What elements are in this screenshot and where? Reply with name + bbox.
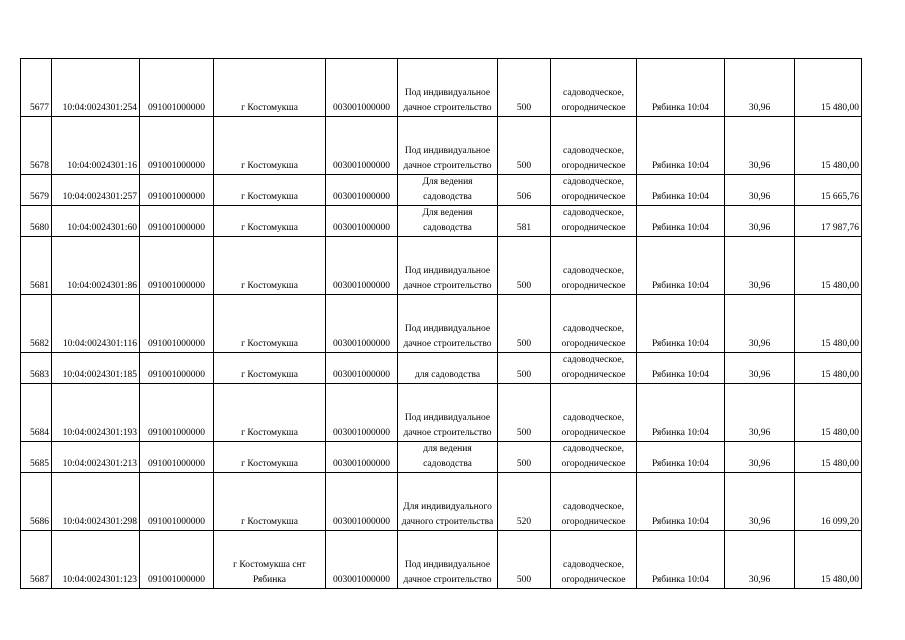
row-number-cell: 5687 [21, 531, 52, 589]
cadastral-number-cell: 10:04:0024301:185 [52, 353, 140, 384]
row-number-cell: 5678 [21, 117, 52, 175]
permitted-use-cell: Под индивидуальное дачное строительство [398, 295, 498, 353]
table-row [21, 175, 862, 206]
cadastral-value-cell: 15 480,00 [795, 117, 862, 175]
category-code-cell: 003001000000 [326, 206, 398, 237]
area-cell: 500 [498, 353, 551, 384]
permitted-use-cell: Для ведения садоводства [398, 175, 498, 206]
category-code-cell: 003001000000 [326, 59, 398, 117]
cadastral-number-cell: 10:04:0024301:116 [52, 295, 140, 353]
zone-cell: Рябинка 10:04 [637, 117, 725, 175]
table-row [21, 384, 862, 442]
cadastral-value-cell: 15 665,76 [795, 175, 862, 206]
specific-value-cell: 30,96 [725, 206, 795, 237]
land-category-cell: садоводческое, огородническое [551, 237, 637, 295]
category-code-cell: 003001000000 [326, 531, 398, 589]
cadastral-value-cell: 17 987,76 [795, 206, 862, 237]
table-row [21, 295, 862, 353]
zone-cell: Рябинка 10:04 [637, 442, 725, 473]
location-cell: г Костомукша [214, 353, 326, 384]
cadastral-value-cell: 15 480,00 [795, 531, 862, 589]
zone-cell: Рябинка 10:04 [637, 384, 725, 442]
zone-cell: Рябинка 10:04 [637, 237, 725, 295]
specific-value-cell: 30,96 [725, 442, 795, 473]
category-code-cell: 003001000000 [326, 295, 398, 353]
location-cell: г Костомукша [214, 384, 326, 442]
permitted-use-cell: Под индивидуальное дачное строительство [398, 117, 498, 175]
oktmo-code-cell: 091001000000 [140, 59, 214, 117]
permitted-use-cell: Под индивидуальное дачное строительство [398, 237, 498, 295]
land-category-cell: садоводческое, огородническое [551, 442, 637, 473]
area-cell: 500 [498, 117, 551, 175]
location-cell: г Костомукша [214, 295, 326, 353]
zone-cell: Рябинка 10:04 [637, 473, 725, 531]
table-row [21, 531, 862, 589]
zone-cell: Рябинка 10:04 [637, 353, 725, 384]
cadastral-number-cell: 10:04:0024301:257 [52, 175, 140, 206]
cadastral-number-cell: 10:04:0024301:86 [52, 237, 140, 295]
oktmo-code-cell: 091001000000 [140, 384, 214, 442]
permitted-use-cell: для ведения садоводства [398, 442, 498, 473]
area-cell: 520 [498, 473, 551, 531]
permitted-use-cell: Для ведения садоводства [398, 206, 498, 237]
specific-value-cell: 30,96 [725, 117, 795, 175]
oktmo-code-cell: 091001000000 [140, 237, 214, 295]
cadastral-value-cell: 15 480,00 [795, 295, 862, 353]
oktmo-code-cell: 091001000000 [140, 531, 214, 589]
category-code-cell: 003001000000 [326, 442, 398, 473]
row-number-cell: 5686 [21, 473, 52, 531]
table-row [21, 442, 862, 473]
category-code-cell: 003001000000 [326, 384, 398, 442]
land-category-cell: садоводческое, огородническое [551, 353, 637, 384]
oktmo-code-cell: 091001000000 [140, 295, 214, 353]
specific-value-cell: 30,96 [725, 531, 795, 589]
cadastral-value-cell: 15 480,00 [795, 59, 862, 117]
specific-value-cell: 30,96 [725, 353, 795, 384]
oktmo-code-cell: 091001000000 [140, 442, 214, 473]
zone-cell: Рябинка 10:04 [637, 175, 725, 206]
specific-value-cell: 30,96 [725, 384, 795, 442]
specific-value-cell: 30,96 [725, 473, 795, 531]
area-cell: 500 [498, 531, 551, 589]
category-code-cell: 003001000000 [326, 353, 398, 384]
row-number-cell: 5679 [21, 175, 52, 206]
row-number-cell: 5680 [21, 206, 52, 237]
cadastral-value-cell: 15 480,00 [795, 353, 862, 384]
category-code-cell: 003001000000 [326, 175, 398, 206]
zone-cell: Рябинка 10:04 [637, 206, 725, 237]
cadastral-number-cell: 10:04:0024301:123 [52, 531, 140, 589]
cadastral-value-cell: 15 480,00 [795, 384, 862, 442]
land-category-cell: садоводческое, огородническое [551, 175, 637, 206]
land-category-cell: садоводческое, огородническое [551, 531, 637, 589]
cadastral-number-cell: 10:04:0024301:213 [52, 442, 140, 473]
oktmo-code-cell: 091001000000 [140, 206, 214, 237]
cadastral-number-cell: 10:04:0024301:193 [52, 384, 140, 442]
location-cell: г Костомукша [214, 237, 326, 295]
row-number-cell: 5681 [21, 237, 52, 295]
land-category-cell: садоводческое, огородническое [551, 206, 637, 237]
oktmo-code-cell: 091001000000 [140, 175, 214, 206]
row-number-cell: 5685 [21, 442, 52, 473]
location-cell: г Костомукша [214, 442, 326, 473]
area-cell: 500 [498, 384, 551, 442]
row-number-cell: 5684 [21, 384, 52, 442]
cadastral-number-cell: 10:04:0024301:298 [52, 473, 140, 531]
table-row [21, 237, 862, 295]
table-row [21, 206, 862, 237]
specific-value-cell: 30,96 [725, 175, 795, 206]
table-row [21, 473, 862, 531]
specific-value-cell: 30,96 [725, 59, 795, 117]
area-cell: 581 [498, 206, 551, 237]
area-cell: 500 [498, 442, 551, 473]
zone-cell: Рябинка 10:04 [637, 59, 725, 117]
land-category-cell: садоводческое, огородническое [551, 473, 637, 531]
row-number-cell: 5683 [21, 353, 52, 384]
permitted-use-cell: для садоводства [398, 353, 498, 384]
table-row [21, 117, 862, 175]
oktmo-code-cell: 091001000000 [140, 473, 214, 531]
oktmo-code-cell: 091001000000 [140, 353, 214, 384]
cadastral-number-cell: 10:04:0024301:254 [52, 59, 140, 117]
area-cell: 506 [498, 175, 551, 206]
cadastral-value-cell: 15 480,00 [795, 442, 862, 473]
permitted-use-cell: Под индивидуальное дачное строительство [398, 531, 498, 589]
cadastral-value-cell: 16 099,20 [795, 473, 862, 531]
table-row [21, 59, 862, 117]
table-row [21, 353, 862, 384]
permitted-use-cell: Под индивидуальное дачное строительство [398, 384, 498, 442]
permitted-use-cell: Для индивидуального дачного строительства [398, 473, 498, 531]
zone-cell: Рябинка 10:04 [637, 295, 725, 353]
cadastral-number-cell: 10:04:0024301:60 [52, 206, 140, 237]
area-cell: 500 [498, 59, 551, 117]
area-cell: 500 [498, 237, 551, 295]
row-number-cell: 5682 [21, 295, 52, 353]
location-cell: г Костомукша [214, 59, 326, 117]
land-category-cell: садоводческое, огородническое [551, 295, 637, 353]
location-cell: г Костомукша [214, 117, 326, 175]
oktmo-code-cell: 091001000000 [140, 117, 214, 175]
land-category-cell: садоводческое, огородническое [551, 384, 637, 442]
land-category-cell: садоводческое, огородническое [551, 59, 637, 117]
location-cell: г Костомукша [214, 473, 326, 531]
cadastral-value-cell: 15 480,00 [795, 237, 862, 295]
row-number-cell: 5677 [21, 59, 52, 117]
category-code-cell: 003001000000 [326, 473, 398, 531]
location-cell: г Костомукша снт Рябинка [214, 531, 326, 589]
category-code-cell: 003001000000 [326, 237, 398, 295]
location-cell: г Костомукша [214, 206, 326, 237]
zone-cell: Рябинка 10:04 [637, 531, 725, 589]
category-code-cell: 003001000000 [326, 117, 398, 175]
permitted-use-cell: Под индивидуальное дачное строительство [398, 59, 498, 117]
land-parcels-table [20, 58, 862, 589]
area-cell: 500 [498, 295, 551, 353]
location-cell: г Костомукша [214, 175, 326, 206]
cadastral-number-cell: 10:04:0024301:16 [52, 117, 140, 175]
land-category-cell: садоводческое, огородническое [551, 117, 637, 175]
specific-value-cell: 30,96 [725, 295, 795, 353]
specific-value-cell: 30,96 [725, 237, 795, 295]
